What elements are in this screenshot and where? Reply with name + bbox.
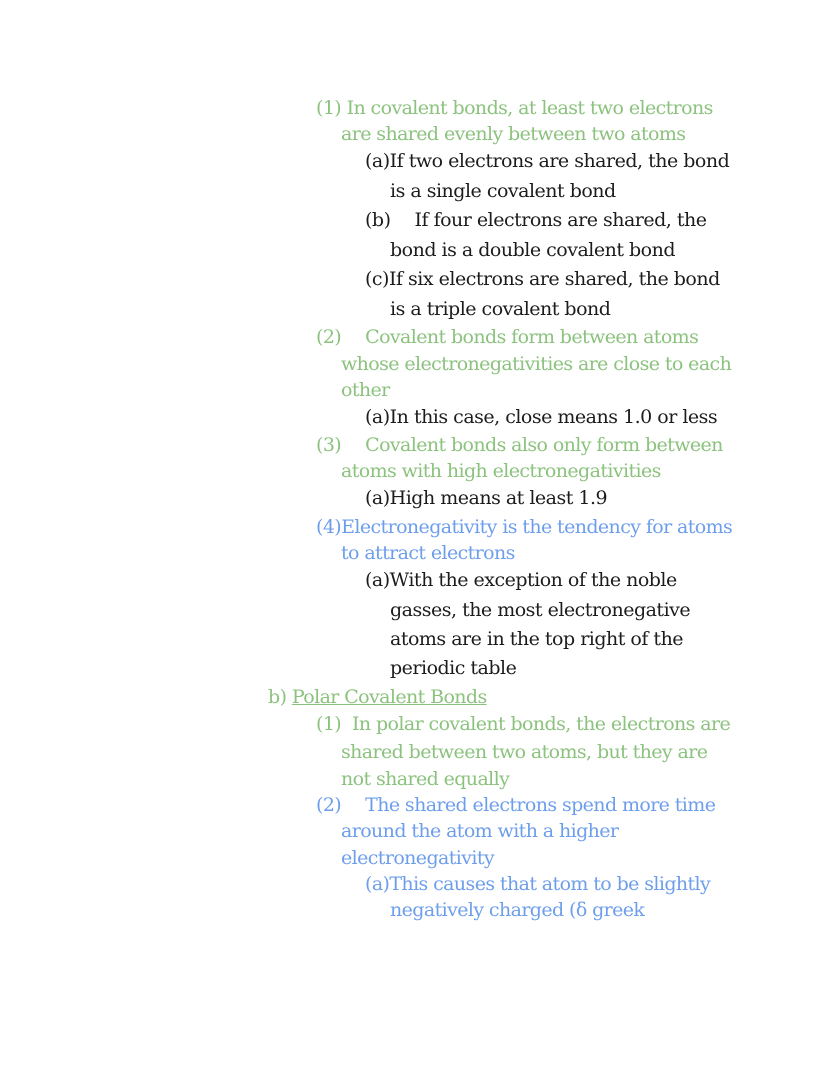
- item-3-line-1: (3) Covalent bonds also only form between: [316, 434, 723, 456]
- item-1-line-1: (1) In covalent bonds, at least two electrons: [316, 97, 713, 119]
- section-b-marker: b): [268, 686, 287, 708]
- section-b-title: Polar Covalent Bonds: [291, 686, 487, 708]
- item-4a-line-2: gasses, the most electronegative: [390, 599, 691, 621]
- item-1-marker: (1): [316, 97, 342, 119]
- item-1c-line-1: (c)If six electrons are shared, the bond: [365, 268, 720, 290]
- item-1a-line-2: is a single covalent bond: [390, 180, 616, 202]
- section-b-heading: [268, 688, 487, 707]
- section-b-item-1-line-3: not shared equally: [341, 768, 510, 790]
- item-4a-line-1: (a)With the exception of the noble: [365, 569, 677, 591]
- item-4-line-2: to attract electrons: [341, 542, 515, 564]
- section-b-item-2-line-1: (2) The shared electrons spend more time: [316, 794, 716, 816]
- item-2-line-1: (2) Covalent bonds form between atoms: [316, 326, 699, 348]
- section-b-item-2a-line-2: negatively charged (δ greek: [390, 899, 645, 921]
- item-1c-line-2: is a triple covalent bond: [390, 298, 611, 320]
- item-2-line-3: other: [341, 379, 390, 401]
- section-b-item-2-line-3: electronegativity: [341, 847, 495, 869]
- item-3-line-2: atoms with high electronegativities: [341, 460, 661, 482]
- item-3a-line-1: (a)High means at least 1.9: [365, 487, 608, 509]
- section-b-item-1-line-1: (1) In polar covalent bonds, the electrons are: [316, 713, 731, 735]
- item-2-line-2: whose electronegativities are close to each: [341, 353, 732, 375]
- item-1b-line-2: bond is a double covalent bond: [390, 239, 676, 261]
- item-1-line-2: are shared evenly between two atoms: [341, 123, 686, 145]
- item-4a-line-4: periodic table: [390, 657, 517, 679]
- section-b-item-2-line-2: around the atom with a higher: [341, 820, 619, 842]
- item-4a-line-3: atoms are in the top right of the: [390, 628, 684, 650]
- item-4-line-1: (4)Electronegativity is the tendency for atoms: [316, 516, 733, 538]
- item-1a-line-1: (a)If two electrons are shared, the bond: [365, 150, 730, 172]
- section-b-item-2a-line-1: (a)This causes that atom to be slightly: [365, 873, 711, 895]
- item-2a-line-1: (a)In this case, close means 1.0 or less: [365, 406, 718, 428]
- item-1b-line-1: (b) If four electrons are shared, the: [365, 209, 707, 231]
- section-b-item-1-line-2: shared between two atoms, but they are: [341, 741, 708, 763]
